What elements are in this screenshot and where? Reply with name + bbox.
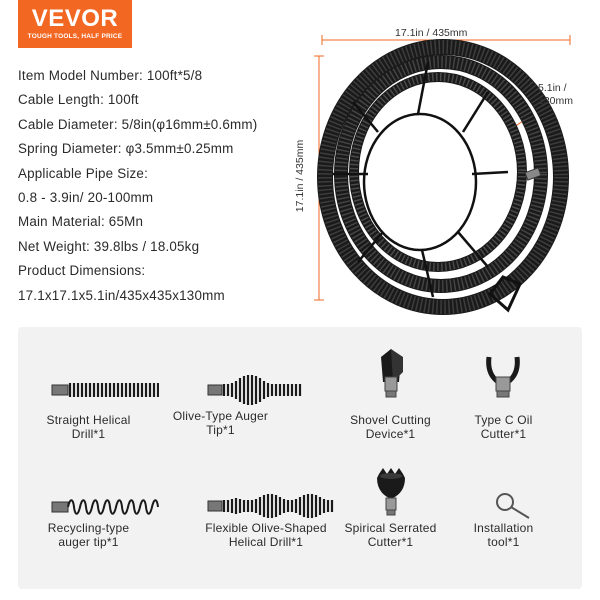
spec-spring-diameter: Spring Diameter: φ3.5mm±0.25mm — [18, 141, 234, 157]
brand-name: VEVOR — [31, 5, 119, 32]
spec-main-material: Main Material: 65Mn — [18, 214, 144, 230]
accessory-straight-helical-drill — [18, 327, 159, 458]
spec-cable-diameter: Cable Diameter: 5/8in(φ16mm±0.6mm) — [18, 116, 258, 132]
spec-model-number: Item Model Number: 100ft*5/8 — [18, 68, 203, 83]
brand-logo — [18, 0, 132, 48]
depth-dimension-label-1: 5.1in / — [538, 82, 567, 94]
width-dimension-label: 17.1in / 435mm — [395, 27, 468, 39]
spec-pipe-size-value: 0.8 - 3.9in/ 20-100mm — [18, 190, 154, 206]
product-image — [294, 22, 600, 322]
spec-pipe-size-label: Applicable Pipe Size: — [18, 165, 148, 181]
brand-tagline: TOUGH TOOLS, HALF PRICE — [27, 33, 123, 40]
accessory-label-line1: Olive-Type Auger — [172, 409, 269, 423]
spec-dimensions-label: Product Dimensions: — [18, 263, 146, 279]
straight-helical-drill-icon — [18, 327, 159, 417]
accessory-label-line2: Helical Drill*1 — [228, 535, 304, 549]
accessory-label-line2: Cutter*1 — [367, 535, 414, 549]
accessory-label-line1: Straight Helical — [46, 413, 131, 427]
accessory-label-line1: Flexible Olive-Shaped — [205, 521, 327, 535]
accessory-label-line2: tool*1 — [487, 535, 520, 549]
olive-auger-tip-icon — [200, 327, 341, 417]
accessory-label-line2: auger tip*1 — [58, 535, 119, 549]
accessory-label-line2: Cutter*1 — [480, 427, 527, 441]
spec-cable-length: Cable Length: 100ft — [18, 92, 139, 108]
accessory-label-line2: Device*1 — [365, 427, 416, 441]
accessory-label-line1: Shovel Cutting — [350, 413, 431, 427]
accessories-panel — [18, 327, 582, 589]
spec-list — [18, 64, 308, 308]
accessory-label-line2: Drill*1 — [71, 427, 106, 441]
accessory-label-line1: Recycling-type — [47, 521, 130, 535]
spec-net-weight: Net Weight: 39.8lbs / 18.05kg — [18, 238, 200, 254]
type-c-cutter-icon — [441, 327, 582, 417]
spec-dimensions-value: 17.1x17.1x5.1in/435x435x130mm — [18, 287, 225, 303]
cable-coil — [325, 47, 561, 310]
accessory-label-line1: Installation — [473, 521, 534, 535]
accessory-label-line1: Type C Oil — [474, 413, 533, 427]
accessory-type-c-cutter — [441, 327, 582, 458]
accessory-label-line1: Spirical Serrated — [344, 521, 437, 535]
accessory-installation-tool — [441, 458, 582, 589]
accessory-label-line2: Tip*1 — [206, 423, 235, 437]
installation-tool-icon — [441, 458, 582, 528]
accessory-recycling-auger-tip — [18, 458, 159, 589]
depth-dimension-label-2: 130mm — [538, 95, 574, 107]
coiled-drain-cable-image — [298, 22, 600, 322]
flexible-olive-drill-icon — [206, 458, 347, 528]
recycling-auger-tip-icon — [18, 458, 159, 528]
height-dimension-label: 17.1in / 435mm — [294, 139, 307, 213]
